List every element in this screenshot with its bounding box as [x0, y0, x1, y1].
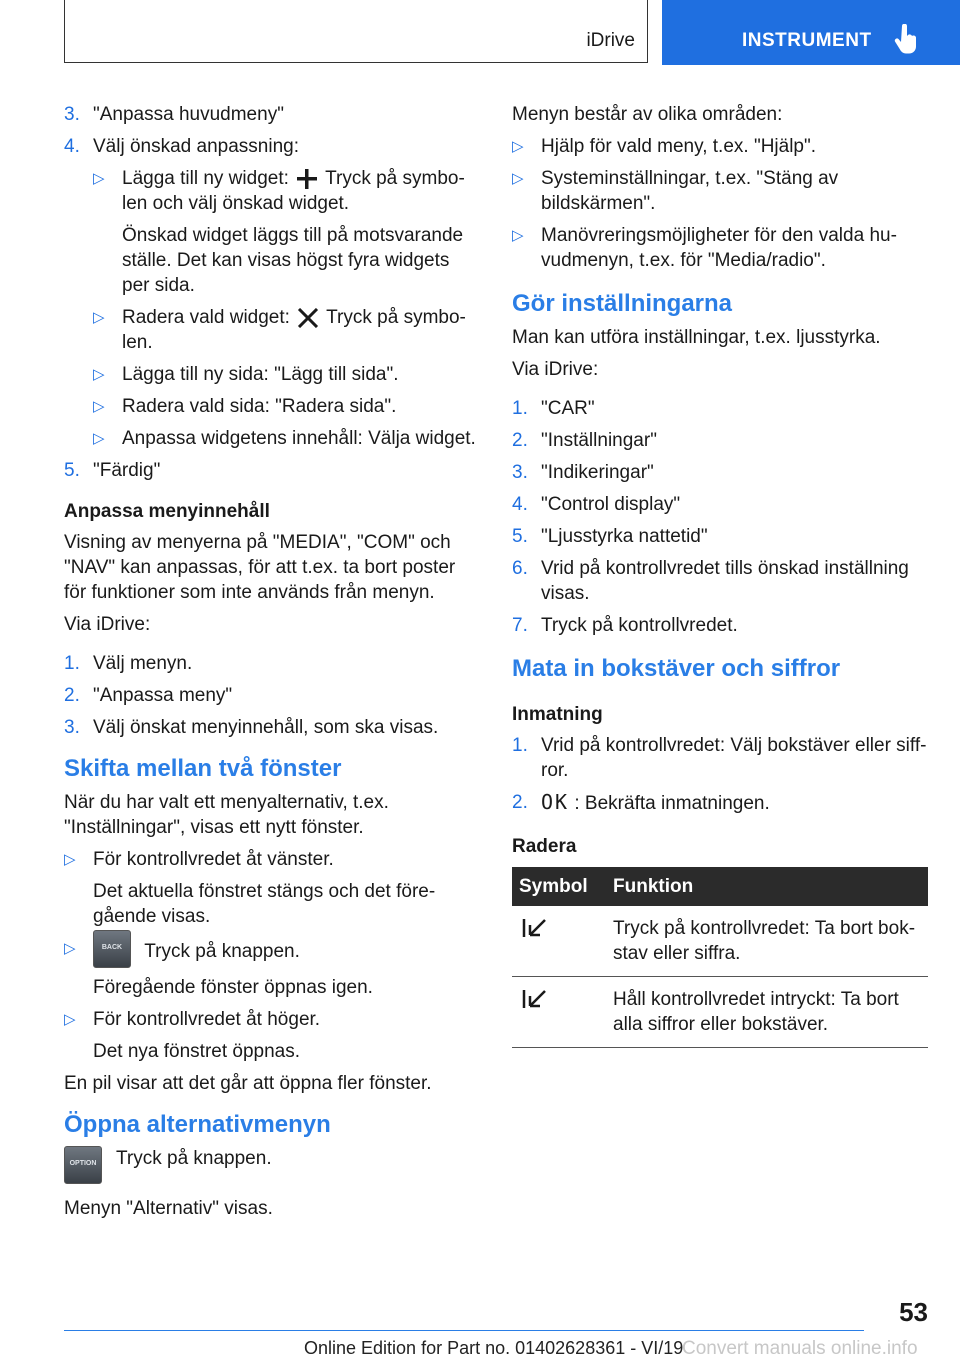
table-header-row: [512, 867, 928, 906]
option-button-icon: OPTION: [64, 1146, 102, 1184]
list-item: 2. "Inställningar": [512, 430, 657, 451]
list-item: 4. "Control display": [512, 494, 681, 515]
paragraph: En pil visar att det går att öppna fler fönster.: [64, 1073, 432, 1094]
bullet-continuation: Föregående fönster öppnas igen.: [93, 977, 373, 998]
bullet-item: ▷ Lägga till ny widget: Tryck på symbolen och välj önskad widget.: [93, 168, 465, 214]
bullet-item: ▷ Systeminställningar, t.ex. "Stäng av bildskärmen".: [512, 168, 839, 214]
triangle-bullet-icon: ▷: [64, 940, 76, 957]
bullet-item: ▷ Anpassa widgetens innehåll: Välja widget.: [93, 428, 476, 449]
table-row: Tryck på kontrollvredet: Ta bort bokstav eller siffra.: [512, 906, 928, 977]
list-item: 2. OK : Bekräfta inmatningen.: [512, 790, 770, 814]
subheading-delete: Radera: [512, 836, 577, 857]
table-row: Håll kontrollvredet intryckt: Ta bort alla siffror eller bokstäver.: [512, 977, 928, 1048]
bullet-item: ▷ Manövreringsmöjligheter för den valda huvudmenyn, t.ex. för "Media/radio".: [512, 225, 897, 271]
list-item: 3. Välj önskat menyinnehåll, som ska visas.: [64, 717, 439, 738]
heading-letters-numbers: Mata in bokstäver och siffror: [512, 655, 841, 682]
subheading-menu-content: Anpassa menyinnehåll: [64, 501, 270, 522]
table-header-function: Funktion: [606, 867, 928, 906]
triangle-bullet-icon: ▷: [93, 366, 105, 383]
list-item: 5. "Färdig": [64, 460, 161, 481]
list-item: 3. "Indikeringar": [512, 462, 654, 483]
left-column: [64, 102, 478, 1228]
triangle-bullet-icon: ▷: [93, 309, 105, 326]
footer-edition: Online Edition for Part no. 01402628361 - VI/19: [304, 1338, 684, 1358]
triangle-bullet-icon: ▷: [64, 1011, 76, 1028]
header-section-label: iDrive: [586, 30, 635, 51]
paragraph: Via iDrive:: [512, 359, 599, 380]
triangle-bullet-icon: ▷: [93, 430, 105, 447]
bullet-item: ▷ För kontrollvredet åt höger.: [64, 1009, 321, 1030]
list-item: 4. Välj önskad anpassning:: [64, 136, 299, 157]
triangle-bullet-icon: ▷: [512, 227, 524, 244]
back-button-icon: BACK: [93, 930, 131, 968]
paragraph: Menyn "Alternativ" visas.: [64, 1198, 273, 1219]
header-section-box: [64, 0, 648, 63]
right-column: [512, 102, 930, 1048]
triangle-bullet-icon: ▷: [93, 398, 105, 415]
bullet-continuation: Det nya fönstret öppnas.: [93, 1041, 301, 1062]
watermark-text: Convert manuals online.info: [682, 1338, 918, 1359]
heading-option-menu: Öppna alternativmenyn: [64, 1111, 331, 1138]
list-item: 1. "CAR": [512, 398, 595, 419]
bullet-item: ▷ BACK Tryck på knappen.: [64, 936, 478, 968]
list-item: 1. Välj menyn.: [64, 653, 193, 674]
hand-pointer-icon: [894, 24, 920, 54]
list-item: 1. Vrid på kontrollvredet: Välj bokstäver eller siffror.: [512, 735, 927, 781]
footer-divider: [64, 1330, 864, 1331]
paragraph: När du har valt ett menyalternativ, t.ex. "Inställningar", visas ett nytt fönster.: [64, 792, 389, 838]
bullet-item: ▷ Hjälp för vald meny, t.ex. "Hjälp".: [512, 136, 817, 157]
bullet-continuation: Önskad widget läggs till på motsvarande ställe. Det kan visas högst fyra widgets per sida.: [122, 225, 464, 296]
list-item: 2. "Anpassa meny": [64, 685, 233, 706]
table-header-symbol: Symbol: [512, 867, 606, 906]
list-item: 7. Tryck på kontrollvredet.: [512, 615, 738, 636]
list-item: 3. "Anpassa huvudmeny": [64, 104, 284, 125]
close-icon: [295, 308, 321, 328]
paragraph: Via iDrive:: [64, 614, 151, 635]
paragraph: Man kan utföra inställningar, t.ex. ljusstyrka.: [512, 327, 881, 348]
header-chapter-label: INSTRUMENT: [742, 30, 872, 51]
triangle-bullet-icon: ▷: [93, 170, 105, 187]
triangle-bullet-icon: ▷: [512, 170, 524, 187]
page-number: 53: [899, 1297, 928, 1327]
list-item: 6. Vrid på kontrollvredet tills önskad inställning visas.: [512, 558, 909, 604]
bullet-item: ▷ Radera vald widget: Tryck på symbolen.: [93, 307, 466, 353]
bullet-item: ▷ För kontrollvredet åt vänster.: [64, 849, 334, 870]
symbol-table: [512, 867, 928, 1048]
backspace-arrow-icon: [521, 987, 549, 1011]
bullet-continuation: Det aktuella fönstret stängs och det föregående visas.: [93, 881, 436, 927]
bullet-item: ▷ Radera vald sida: "Radera sida".: [93, 396, 397, 417]
header-chapter-tab: [662, 0, 960, 65]
paragraph: Visning av menyerna på "MEDIA", "COM" och "NAV" kan anpassas, för att t.ex. ta bort poster för funktioner som inte används från menyn.: [64, 532, 456, 603]
backspace-arrow-icon: [521, 916, 549, 940]
bullet-item: ▷ Lägga till ny sida: "Lägg till sida".: [93, 364, 399, 385]
plus-icon: [294, 169, 320, 189]
list-item: 5. "Ljusstyrka nattetid": [512, 526, 708, 547]
option-row: OPTION Tryck på knappen.: [64, 1146, 478, 1186]
triangle-bullet-icon: ▷: [512, 138, 524, 155]
heading-switch-windows: Skifta mellan två fönster: [64, 755, 342, 782]
ok-symbol: OK: [541, 790, 570, 814]
subheading-input: Inmatning: [512, 704, 603, 725]
triangle-bullet-icon: ▷: [64, 851, 76, 868]
heading-settings: Gör inställningarna: [512, 290, 733, 317]
paragraph: Menyn består av olika områden:: [512, 104, 783, 125]
